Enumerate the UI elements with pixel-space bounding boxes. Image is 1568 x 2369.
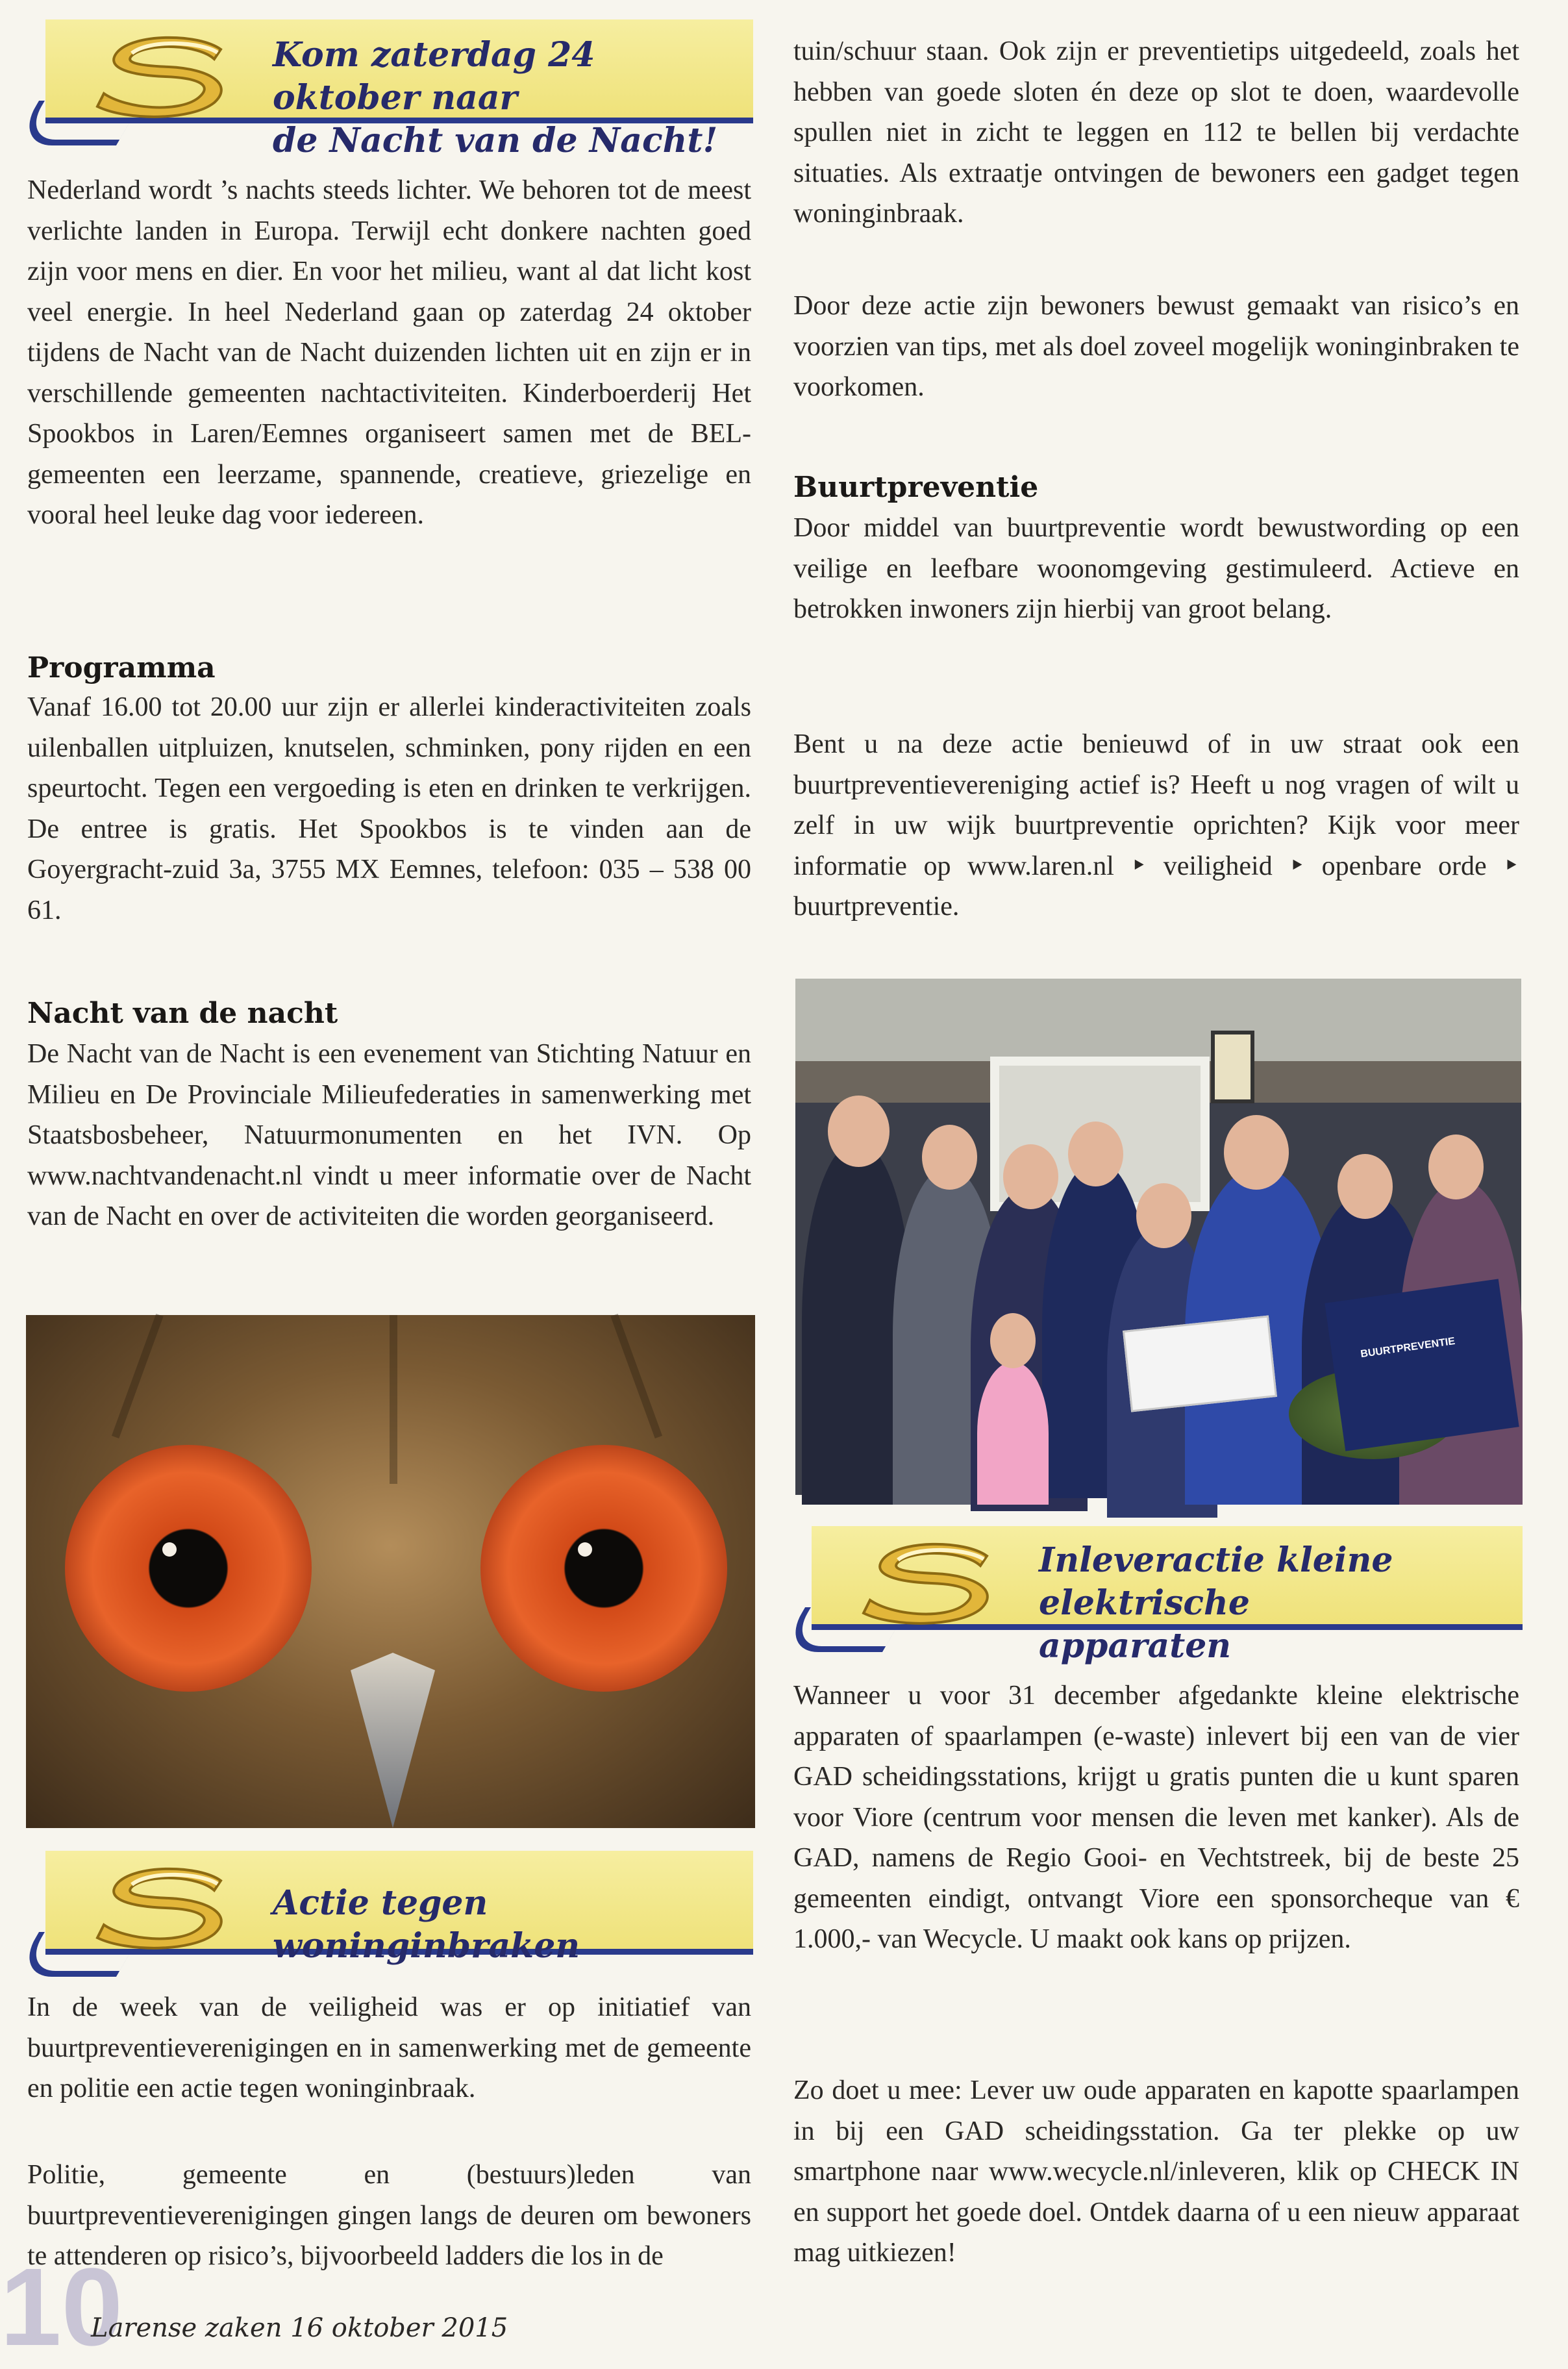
programma-heading: Programma — [27, 651, 216, 684]
inbraak-continued-2: Door deze actie zijn bewoners bewust gemaakt van risico’s en voorzien van tips, met als doel zoveel mogelijk woninginbraken te voorkomen. — [793, 291, 1519, 402]
s-logo-icon — [88, 1861, 243, 1949]
owl-right-eye — [480, 1445, 727, 1692]
inleveractie-paragraph-1: Wanneer u voor 31 december afgedankte kleine elektrische apparaten of spaarlampen (e-waste) inlevert bij een van de vier GAD scheidingsstations, krijgt u gratis punten die u kunt sparen voor Viore (centrum voor mensen die leven met kanker). Als de GAD, namens de Regio Gooi- en Vechtstreek, bij de beste 25 gemeenten eindigt, ontvangt Viore een sponsorcheque van € 1.000,- van Wecycle. U maakt ook kans op prijzen. — [793, 1681, 1519, 1954]
banner-actie-woninginbraken — [26, 1851, 753, 1981]
inbraak-paragraph-1: In de week van de veiligheid was er op initiatief van buurtpreventieverenigingen en in samenwerking met de gemeente en politie een actie tegen woninginbraak. — [27, 1992, 751, 2103]
intro-paragraph: Nederland wordt ’s nachts steeds lichter. We behoren tot de meest verlichte landen in Europa. Terwijl echt donkere nachten goed zijn voor mens en dier. En voor het milieu, want al dat licht kost veel energie. In heel Nederland gaan op zaterdag 24 oktober tijdens de Nacht van de Nacht duizenden lichten uit en zijn er in verschillende gemeenten nachtactiviteiten. Kinderboerderij Het Spookbos in Laren/Eemnes organiseert samen met de BEL-gemeenten een leerzame, spannende, creatieve, griezelige en vooral heel leuke dag voor iedereen. — [27, 175, 751, 530]
photo-bag — [1325, 1279, 1519, 1451]
banner-title: Actie tegen woninginbraken — [273, 1883, 580, 1966]
s-logo-icon — [854, 1536, 1010, 1624]
banner-nacht-van-de-nacht — [26, 19, 753, 160]
photo-flyer — [1123, 1316, 1277, 1412]
photo-wall-lamp — [1211, 1031, 1254, 1103]
inbraak-continued-1: tuin/schuur staan. Ook zijn er preventietips uitgedeeld, zoals het hebben van goede sloten én deze op slot te doen, waardevolle spullen niet in zicht te leggen en 112 te bellen bij verdachte situaties. Als extraatje ontvingen de bewoners een gadget tegen woninginbraak. — [793, 36, 1519, 229]
banner-inleveractie — [792, 1526, 1523, 1666]
inbraak-paragraph-2: Politie, gemeente en (bestuurs)leden van buurtpreventieverenigingen gingen langs de deuren om bewoners te attenderen op risico’s, bijvoorbeeld ladders die los in de — [27, 2160, 751, 2271]
owl-beak — [351, 1653, 435, 1828]
owl-left-eye — [65, 1445, 312, 1692]
inleveractie-paragraph-2: Zo doet u mee: Lever uw oude apparaten en kapotte spaarlampen in bij een GAD scheidingsstation. Ga ter plekke op uw smartphone naar www.wecycle.nl/inleveren, klik op CHECK IN en support het goede doel. Ontdek daarna of u een nieuw apparaat mag uitkiezen! — [793, 2075, 1519, 2268]
page-number: 10 — [0, 2246, 123, 2369]
buurtpreventie-paragraph-2: Bent u na deze actie benieuwd of in uw straat ook een buurtpreventievereniging actief is? Heeft u nog vragen of wilt u zelf in uw wijk buurtpreventie oprichten? Kijk voor meer informatie op www.laren.nl ‣ veiligheid ‣ openbare orde ‣ buurtpreventie. — [793, 729, 1519, 921]
banner-title: Inleveractie kleine elektrische apparaten — [1039, 1540, 1393, 1666]
nacht-heading: Nacht van de nacht — [27, 997, 338, 1030]
banner-title: Kom zaterdag 24 oktober naar de Nacht van de Nacht! — [273, 35, 718, 160]
owl-photo — [26, 1315, 755, 1828]
s-logo-icon — [88, 30, 243, 118]
programma-paragraph: Vanaf 16.00 tot 20.00 uur zijn er allerlei kinderactiviteiten zoals uilenballen uitpluizen, knutselen, schminken, pony rijden en een speurtocht. Tegen een vergoeding is eten en drinken te verkrijgen. De entree is gratis. Het Spookbos is te vinden aan de Goyergracht-zuid 3a, 3755 MX Eemnes, telefoon: 035 – 538 00 61. — [27, 692, 751, 925]
nacht-paragraph: De Nacht van de Nacht is een evenement van Stichting Natuur en Milieu en De Provinciale Milieufederaties in samenwerking met Staatsbosbeheer, Natuurmonumenten en het IVN. Op www.nachtvandenacht.nl vindt u meer informatie over de Nacht van de Nacht en over de activiteiten die worden georganiseerd. — [27, 1039, 751, 1231]
buurtpreventie-heading: Buurtpreventie — [793, 471, 1039, 504]
buurtpreventie-paragraph-1: Door middel van buurtpreventie wordt bewustwording op een veilige en leefbare woonomgeving gestimuleerd. Actieve en betrokken inwoners zijn hierbij van groot belang. — [793, 513, 1519, 624]
buurtpreventie-group-photo — [795, 979, 1521, 1495]
publication-footer: Larense zaken 16 oktober 2015 — [91, 2313, 508, 2343]
photo-bag-text: BUURTPREVENTIE — [1360, 1335, 1456, 1360]
